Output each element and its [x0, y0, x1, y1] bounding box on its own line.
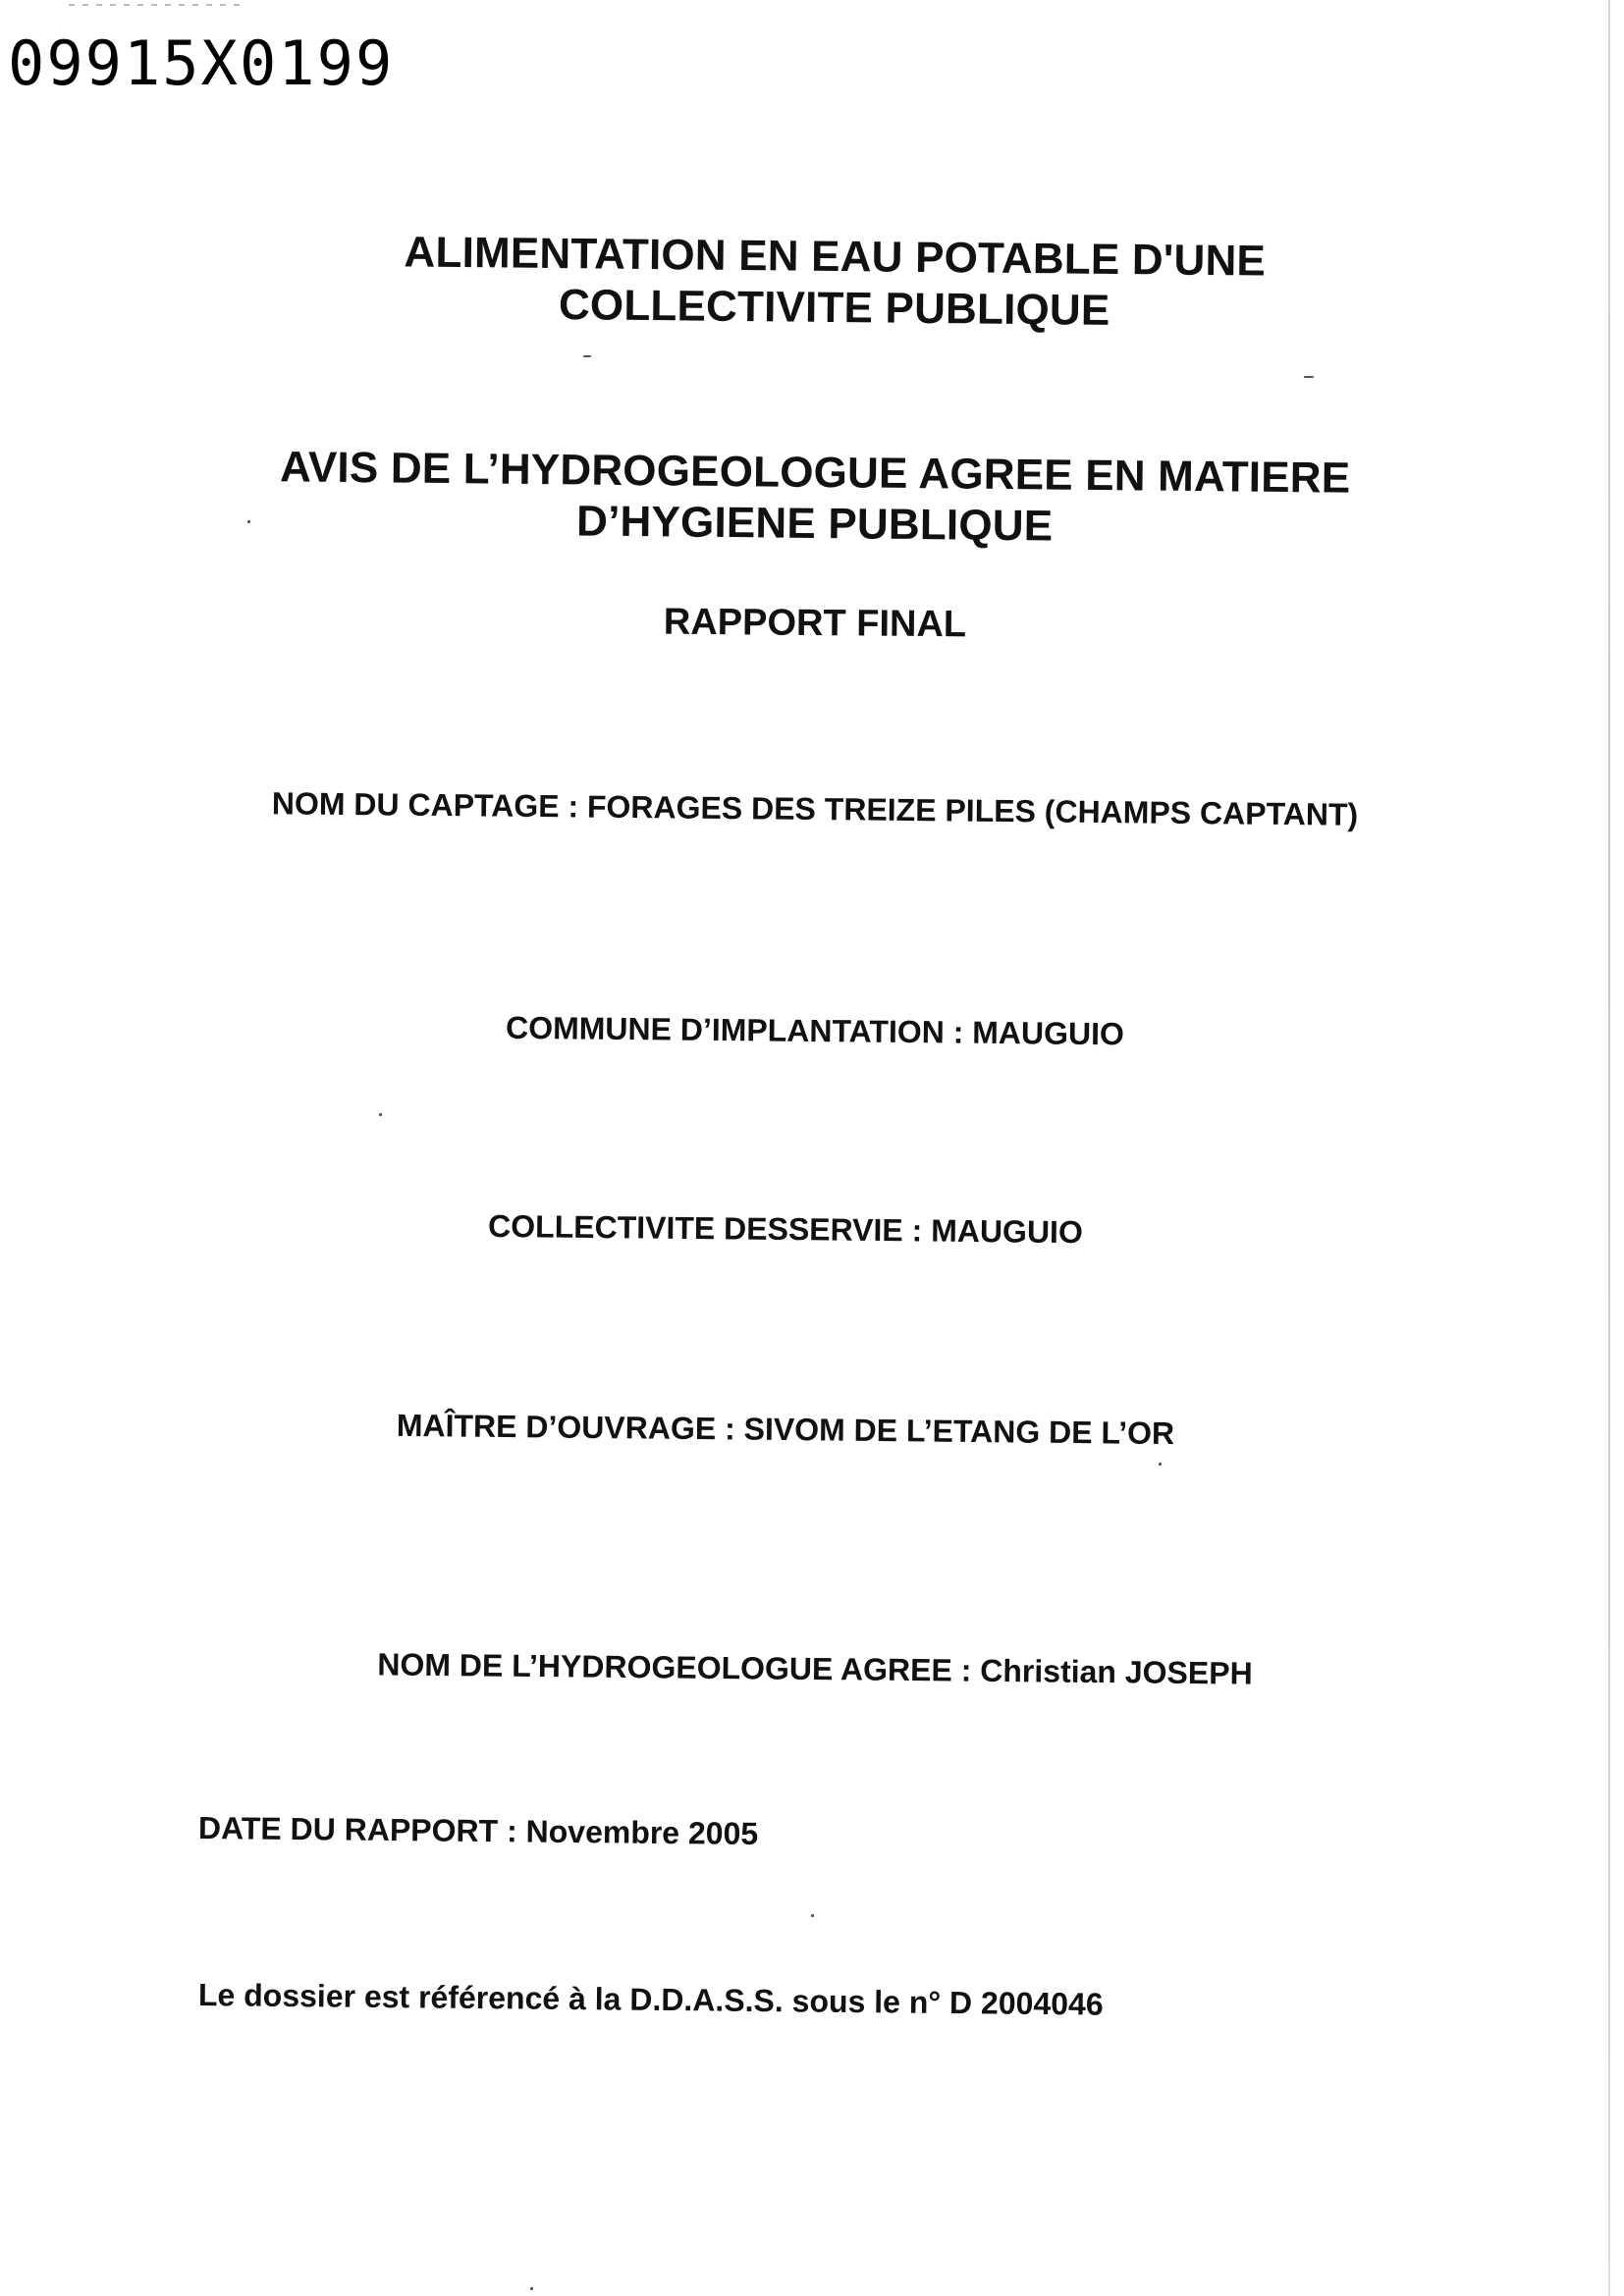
title-water-supply-line2: COLLECTIVITE PUBLIQUE [558, 281, 1110, 335]
title-water-supply [294, 226, 1375, 340]
scan-speck [811, 1914, 814, 1917]
document-code: 09915X0199 [8, 27, 395, 99]
field-reference: Le dossier est référencé à la D.D.A.S.S. sous le n° D 2004046 [197, 1977, 1104, 2022]
field-date-rapport: DATE DU RAPPORT : Novembre 2005 [197, 1810, 759, 1851]
field-maitre-ouvrage: MAÎTRE D’OUVRAGE : SIVOM DE L’ETANG DE L’OR [396, 1407, 1175, 1452]
scan-speck [1159, 1463, 1162, 1466]
scan-speck [530, 2287, 533, 2290]
report-type: RAPPORT FINAL [663, 601, 967, 646]
field-hydrogeologue: NOM DE L’HYDROGEOLOGUE AGREE : Christian JOSEPH [377, 1646, 1253, 1691]
field-nom-captage: NOM DU CAPTAGE : FORAGES DES TREIZE PILES (CHAMPS CAPTANT) [271, 785, 1359, 832]
title-water-supply-line1: ALIMENTATION EN EAU POTABLE D'UNE [404, 228, 1267, 286]
page-edge [1608, 0, 1610, 2296]
scan-speck [379, 1113, 382, 1116]
title-hydrogeologist-opinion [225, 442, 1404, 557]
title-opinion-line2: D’HYGIENE PUBLIQUE [575, 497, 1054, 551]
scan-mark [69, 4, 245, 6]
scan-speck [247, 520, 250, 523]
field-commune: COMMUNE D’IMPLANTATION : MAUGUIO [505, 1009, 1125, 1052]
scan-speck [583, 355, 591, 357]
field-collectivite: COLLECTIVITE DESSERVIE : MAUGUIO [487, 1207, 1084, 1251]
title-opinion-line1: AVIS DE L’HYDROGEOLOGUE AGREE EN MATIERE [279, 443, 1351, 503]
scan-speck [1304, 376, 1314, 378]
